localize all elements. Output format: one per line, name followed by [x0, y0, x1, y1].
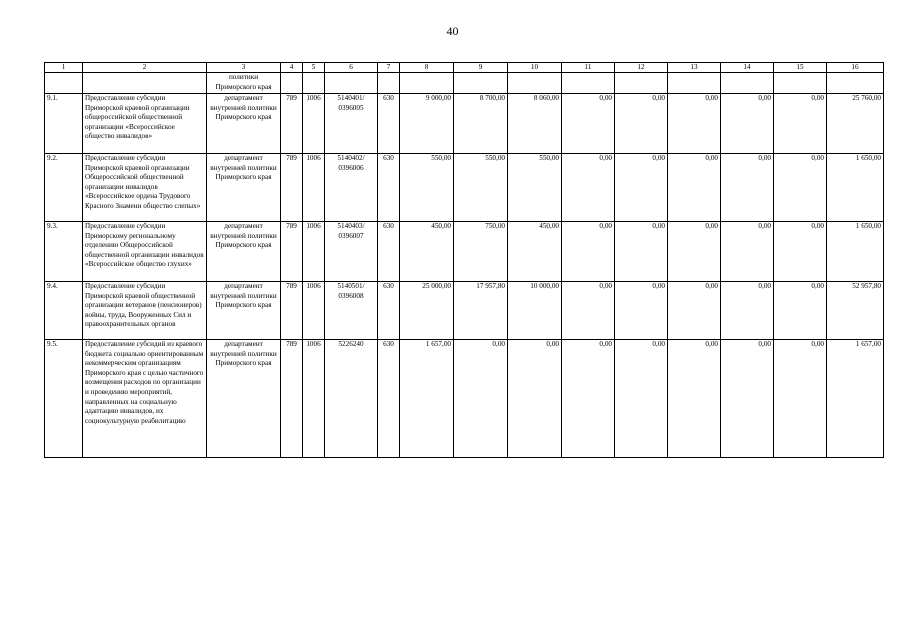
- column-header: 14: [721, 63, 774, 73]
- row-amount: 550,00: [400, 154, 454, 222]
- column-header-row: [45, 63, 884, 73]
- row-code-rz: 1006: [303, 282, 325, 340]
- row-code-cs: 5140403/ 0396007: [325, 222, 378, 282]
- row-code-gr: 789: [281, 94, 303, 154]
- column-header: 1: [45, 63, 83, 73]
- row-amount: 450,00: [400, 222, 454, 282]
- row-amount: 25 000,00: [400, 282, 454, 340]
- row-number: 9.5.: [45, 340, 83, 458]
- row-executor: департамент внутренней политики Приморского края: [207, 340, 281, 458]
- continuation-row: [45, 73, 884, 94]
- row-amount: 0,00: [668, 154, 721, 222]
- row-amount: 0,00: [668, 340, 721, 458]
- table-row: [45, 340, 884, 458]
- row-amount: 0,00: [668, 222, 721, 282]
- row-amount: 8 060,00: [508, 94, 562, 154]
- row-description: Предоставление субсидии Приморской краевой общественной организации ветеранов (пенсионеров) войны, труда, Вооруженных Сил и правоохранительных органов: [83, 282, 207, 340]
- row-description: Предоставление субсидии Приморскому региональному отделению Общероссийской общественной организации инвалидов «Всероссийское общество глухих»: [83, 222, 207, 282]
- row-executor: департамент внутренней политики Приморского края: [207, 282, 281, 340]
- row-total: 1 657,00: [827, 340, 884, 458]
- row-amount: 0,00: [615, 94, 668, 154]
- row-code-gr: 789: [281, 340, 303, 458]
- table-row: [45, 94, 884, 154]
- row-number: 9.3.: [45, 222, 83, 282]
- row-code-cs: 5140501/ 0396008: [325, 282, 378, 340]
- row-amount: 17 957,80: [454, 282, 508, 340]
- row-code-rz: 1006: [303, 222, 325, 282]
- column-header: 4: [281, 63, 303, 73]
- row-executor: департамент внутренней политики Приморского края: [207, 154, 281, 222]
- row-code-vr: 630: [378, 94, 400, 154]
- page-number: 40: [446, 24, 459, 38]
- row-amount: 550,00: [454, 154, 508, 222]
- row-code-cs: 5226240: [325, 340, 378, 458]
- row-number: 9.2.: [45, 154, 83, 222]
- row-amount: 0,00: [562, 154, 615, 222]
- row-amount: 0,00: [721, 94, 774, 154]
- row-amount: 0,00: [668, 282, 721, 340]
- row-amount: 10 000,00: [508, 282, 562, 340]
- column-header: 2: [83, 63, 207, 73]
- column-header: 12: [615, 63, 668, 73]
- row-code-gr: 789: [281, 154, 303, 222]
- row-amount: 0,00: [774, 222, 827, 282]
- row-code-rz: 1006: [303, 340, 325, 458]
- row-code-vr: 630: [378, 282, 400, 340]
- row-amount: 0,00: [615, 340, 668, 458]
- column-header: 10: [508, 63, 562, 73]
- budget-table: [44, 62, 884, 458]
- row-amount: 0,00: [562, 222, 615, 282]
- column-header: 11: [562, 63, 615, 73]
- row-code-rz: 1006: [303, 154, 325, 222]
- row-code-vr: 630: [378, 340, 400, 458]
- row-amount: 0,00: [668, 94, 721, 154]
- row-executor: департамент внутренней политики Приморского края: [207, 94, 281, 154]
- row-amount: 0,00: [615, 282, 668, 340]
- row-amount: 0,00: [562, 340, 615, 458]
- row-amount: 8 700,00: [454, 94, 508, 154]
- row-amount: 450,00: [508, 222, 562, 282]
- row-total: 25 760,00: [827, 94, 884, 154]
- row-code-rz: 1006: [303, 94, 325, 154]
- row-code-gr: 789: [281, 222, 303, 282]
- column-header: 7: [378, 63, 400, 73]
- row-code-vr: 630: [378, 154, 400, 222]
- column-header: 5: [303, 63, 325, 73]
- column-header: 3: [207, 63, 281, 73]
- column-header: 9: [454, 63, 508, 73]
- row-amount: 0,00: [562, 94, 615, 154]
- row-total: 52 957,80: [827, 282, 884, 340]
- table-row: [45, 154, 884, 222]
- row-amount: 0,00: [615, 222, 668, 282]
- row-code-cs: 5140402/ 0396006: [325, 154, 378, 222]
- row-amount: 550,00: [508, 154, 562, 222]
- row-amount: 0,00: [774, 340, 827, 458]
- column-header: 6: [325, 63, 378, 73]
- row-total: 1 650,00: [827, 222, 884, 282]
- row-amount: 0,00: [454, 340, 508, 458]
- row-code-vr: 630: [378, 222, 400, 282]
- row-code-gr: 789: [281, 282, 303, 340]
- row-amount: 0,00: [615, 154, 668, 222]
- row-code-cs: 5140401/ 0396005: [325, 94, 378, 154]
- row-total: 1 650,00: [827, 154, 884, 222]
- row-amount: 0,00: [508, 340, 562, 458]
- column-header: 13: [668, 63, 721, 73]
- row-amount: 0,00: [774, 94, 827, 154]
- table-row: [45, 222, 884, 282]
- row-amount: 0,00: [721, 154, 774, 222]
- row-amount: 0,00: [721, 282, 774, 340]
- row-amount: 0,00: [721, 340, 774, 458]
- continuation-executor: политики Приморского края: [207, 73, 281, 94]
- row-amount: 0,00: [562, 282, 615, 340]
- row-description: Предоставление субсидии Приморской краевой организации Общероссийской общественной организации инвалидов «Всероссийское ордена Трудового Красного Знамени общество слепых»: [83, 154, 207, 222]
- column-header: 8: [400, 63, 454, 73]
- row-amount: 750,00: [454, 222, 508, 282]
- row-amount: 0,00: [774, 154, 827, 222]
- column-header: 15: [774, 63, 827, 73]
- table-row: [45, 282, 884, 340]
- row-description: Предоставление субсидий из краевого бюджета социально ориентированным некоммерческим организациям Приморского края с целью частичного возмещения расходов по организации и проведению мероприятий, направленных на социальную адаптацию инвалидов, их социокультурную реабилитацию: [83, 340, 207, 458]
- row-amount: 0,00: [721, 222, 774, 282]
- row-description: Предоставление субсидии Приморской краевой организации общероссийской общественной организации «Всероссийское общество инвалидов»: [83, 94, 207, 154]
- row-number: 9.4.: [45, 282, 83, 340]
- column-header: 16: [827, 63, 884, 73]
- row-amount: 0,00: [774, 282, 827, 340]
- row-amount: 9 000,00: [400, 94, 454, 154]
- row-executor: департамент внутренней политики Приморского края: [207, 222, 281, 282]
- row-number: 9.1.: [45, 94, 83, 154]
- row-amount: 1 657,00: [400, 340, 454, 458]
